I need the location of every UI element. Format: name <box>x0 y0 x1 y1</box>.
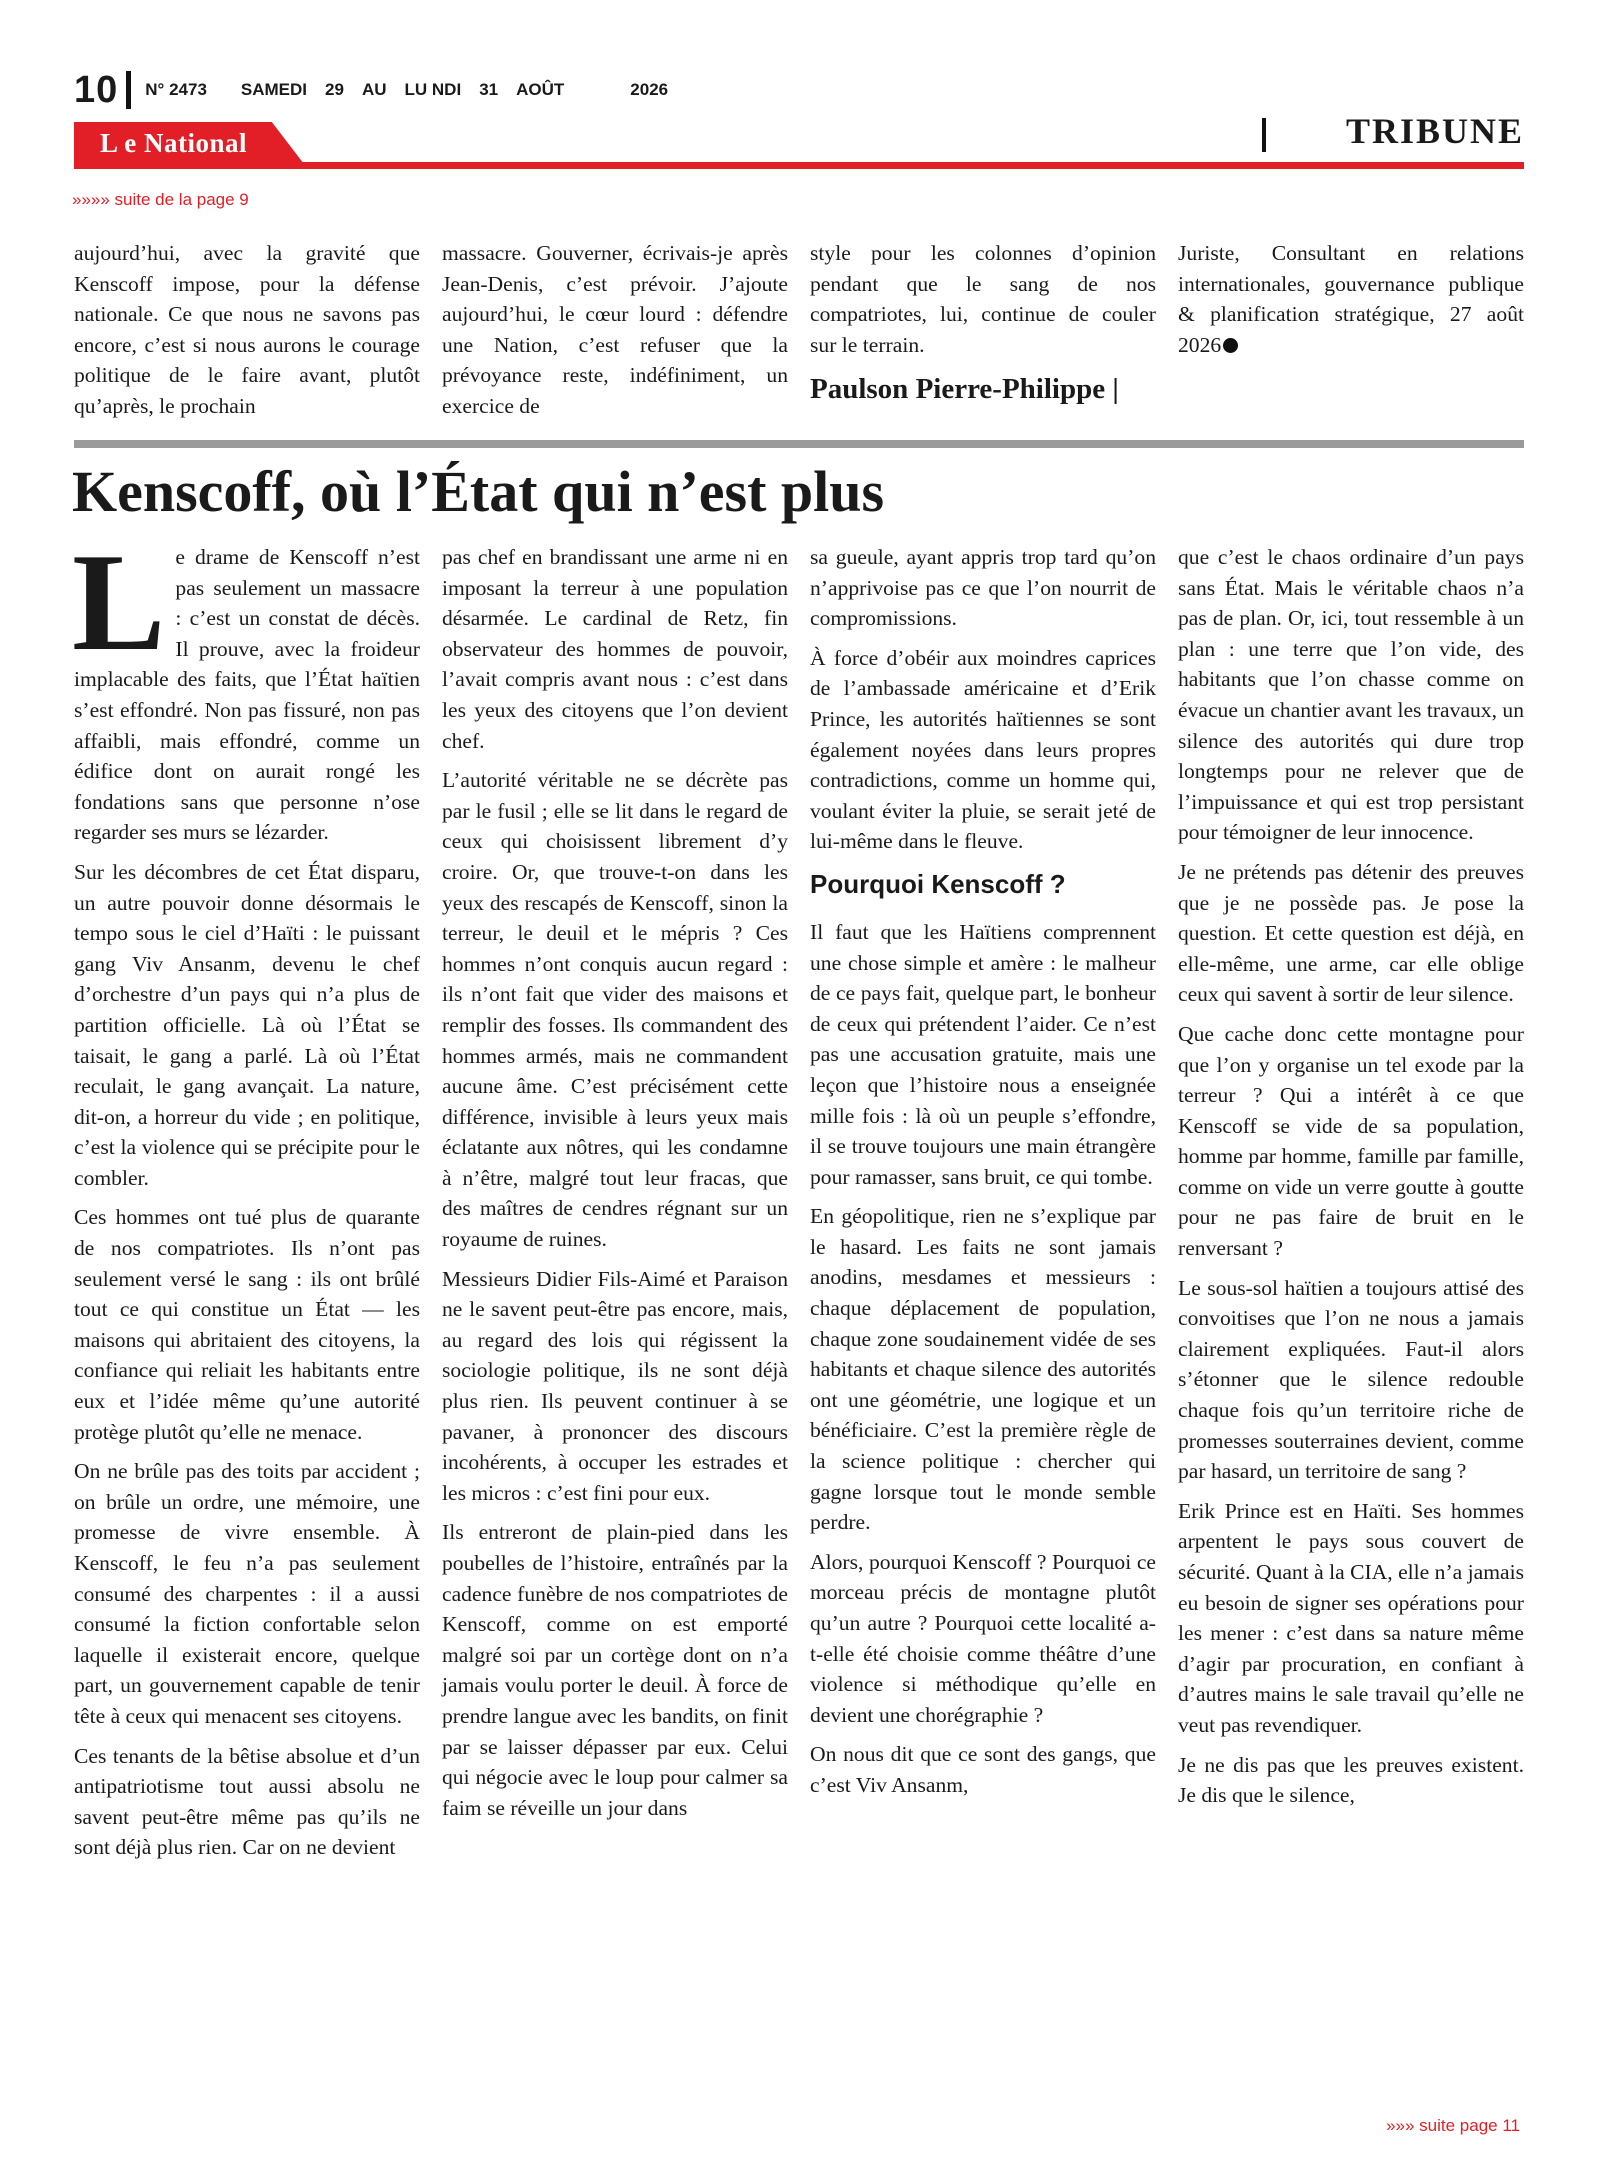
prev-article-col4 <box>1178 238 1524 369</box>
article-paragraph: Alors, pourquoi Kenscoff ? Pourquoi ce morceau précis de montagne plutôt qu’un autre ? Pourquoi cette localité a-t-elle été choisie comme théâtre d’une violence si méthodique qu’elle en devient une chorégraphie ? <box>810 1549 1156 1727</box>
section-title: TRIBUNE <box>1345 111 1524 151</box>
article-paragraph: Ils entreront de plain-pied dans les poubelles de l’histoire, entraînés par la cadence funèbre de nos compatriotes de Kenscoff, comme on est emporté malgré soi par un cortège dont on n’a jamais voulu porter le deuil. À force de prendre langue avec les bandits, on finit par se laisser dépasser par eux. Celui qui négocie avec le loup pour calmer sa faim se réveille un jour dans <box>442 1520 788 1820</box>
article-paragraph: Je ne prétends pas détenir des preuves que je ne possède pas. Je pose la question. Et cette question est déjà, en elle-même, une arme, car elle oblige ceux qui savent à sortir de leur silence. <box>1178 859 1524 1007</box>
article-paragraph: Il faut que les Haïtiens comprennent une chose simple et amère : le malheur de ce pays fait, quelque part, le bonheur de ceux qui prétendent l’aider. Ce n’est pas une accusation gratuite, mais une leçon que l’histoire nous a enseignée mille fois : là où un peuple s’effondre, il se trouve toujours une main étrangère pour ramasser, sans bruit, ce qui tombe. <box>810 919 1156 1189</box>
article-paragraph: Erik Prince est en Haïti. Ses hommes arpentent le pays sous couvert de sécurité. Quant à la CIA, elle n’a jamais eu besoin de signer ses opérations pour les mener : c’est dans sa nature même d’agir par procuration, en confiant à d’autres mains le sale travail qu’elle ne veut pas revendiquer. <box>1178 1498 1524 1737</box>
article-paragraph: Le sous-sol haïtien a toujours attisé des convoitises que l’on ne nous a jamais clairement expliquées. Faut-il alors s’étonner que le silence redouble chaque fois qu’un territoire riche de promesses souterraines devient, comme par hasard, un territoire de sang ? <box>1178 1275 1524 1484</box>
page-number: 10 <box>74 68 119 111</box>
article-paragraph: Sur les décombres de cet État disparu, un autre pouvoir donne désormais le tempo sous le ciel d’Haïti : le puissant gang Viv Ansanm, devenu le chef d’orchestre d’un pays qui n’a plus de partition officielle. Là où l’État se taisait, le gang a parlé. Là où l’État reculait, le gang avançait. La nature, dit-on, a horreur du vide ; en politique, c’est la violence qui se précipite pour le combler. <box>74 859 420 1190</box>
date-month: AOÛT <box>516 80 565 99</box>
article-col2 <box>442 542 788 1832</box>
end-mark-icon <box>1223 338 1238 353</box>
author-credentials: Juriste, Consultant en relations internationales, gouvernance publique & planification stratégique, 27 août 2026 <box>1178 241 1524 357</box>
article-paragraph: En géopolitique, rien ne s’explique par le hasard. Les faits ne sont jamais anodins, mesdames et messieurs : chaque déplacement de population, chaque zone soudainement vidée de ses habitants et chaque silence des autorités ont une géométrie, une logique et un bénéficiaire. C’est la première règle de la science politique : chercher qui gagne lorsque tout le monde semble perdre. <box>810 1204 1156 1535</box>
article-paragraph: que c’est le chaos ordinaire d’un pays sans État. Mais le véritable chaos n’a pas de plan. Or, ici, tout ressemble à un plan : une terre que l’on vide, des habitants que l’on chasse comme on évacue un chantier avant les travaux, un silence des autorités qui dure trop longtemps pour ne relever que de l’impuissance et qui est trop persistant pour témoigner de leur innocence. <box>1178 545 1524 845</box>
date-num2: 31 <box>479 80 499 99</box>
author-signature: Paulson Pierre-Philippe | <box>810 373 1119 406</box>
issue-number: N° 2473 <box>145 80 207 99</box>
article-col1 <box>72 525 420 1872</box>
article-paragraph: e drame de Kenscoff n’est pas seulement un massacre : c’est un constat de décès. Il prouve, avec la froideur implacable des faits, que l’État haïtien s’est effondré. Non pas fissuré, non pas affaibli, mais effondré, comme un édifice dont on aurait rongé les fondations sans que personne n’ose regarder ses murs se lézarder. <box>74 545 420 845</box>
article-paragraph: Ces hommes ont tué plus de quarante de nos compatriotes. Ils n’ont pas seulement versé le sang : ils ont brûlé tout ce qui constitue un État — les maisons qui abritaient des citoyens, la confiance qui reliait les habitants entre eux et l’idée même qu’une autorité protège plutôt qu’elle ne menace. <box>74 1205 420 1444</box>
article-headline: Kenscoff, où l’État qui n’est plus <box>72 459 885 524</box>
article-paragraph: On ne brûle pas des toits par accident ; on brûle un ordre, une mémoire, une promesse de vivre ensemble. À Kenscoff, le feu n’a pas seulement consumé des charpentes : il a aussi consumé la fiction confortable selon laquelle il existerait encore, quelque part, un gouvernement capable de tenir tête à ceux qui menacent ses citoyens. <box>74 1459 420 1728</box>
article-paragraph: sa gueule, ayant appris trop tard qu’on n’apprivoise pas ce que l’on nourrit de compromissions. <box>810 545 1156 631</box>
date-year: 2026 <box>630 80 669 99</box>
date-day1: SAMEDI <box>240 80 308 99</box>
article-paragraph: Ces tenants de la bêtise absolue et d’un antipatriotisme tout aussi absolu ne savent peut-être même pas qu’ils ne sont déjà plus rien. Car on ne devient <box>74 1743 420 1860</box>
brand-name: L e National <box>100 128 248 158</box>
article-paragraph: On nous dit que ce sont des gangs, que c’est Viv Ansanm, <box>810 1742 1156 1797</box>
continued-to: »»» suite page 11 <box>1386 2116 1520 2135</box>
prev-article-col2: massacre. Gouverner, écrivais-je après Jean-Denis, c’est prévoir. J’ajoute aujourd’hui, le cœur lourd : défendre une Nation, c’est refuser que la prévoyance reste, indéfiniment, un exercice de <box>442 241 788 418</box>
prev-article-col3: style pour les colonnes d’opinion pendant que le sang de nos compatriotes, lui, continue de couler sur le terrain. Paulson Pierre-Philippe | <box>810 241 1156 406</box>
prev-article-col1: aujourd’hui, avec la gravité que Kenscoff impose, pour la défense nationale. Ce que nous ne savons pas encore, c’est si nous aurons le courage politique de le faire avant, plutôt qu’après, le prochain <box>74 241 420 418</box>
date-au: AU <box>361 80 387 99</box>
drop-cap: L <box>72 525 166 680</box>
article-subheading: Pourquoi Kenscoff ? <box>810 868 1066 899</box>
article-paragraph: À force d’obéir aux moindres caprices de l’ambassade américaine et d’Erik Prince, les autorités haïtiennes se sont également noyées dans leurs propres contradictions, comme un homme qui, voulant éviter la pluie, se serait jeté de lui-même dans le fleuve. <box>810 645 1156 854</box>
article-col3 <box>810 542 1156 1810</box>
article-paragraph: Que cache donc cette montagne pour que l’on y organise un tel exode par la terreur ? Qui a intérêt à ce que Kenscoff se vide de sa population, homme par homme, famille par famille, comme on vide un verre goutte à goutte pour ne pas faire de bruit en le renversant ? <box>1178 1021 1524 1261</box>
date-day2: LU NDI <box>404 80 462 99</box>
article-paragraph: pas chef en brandissant une arme ni en imposant la terreur à une population désarmée. Le cardinal de Retz, fin observateur des hommes de pouvoir, l’avait compris avant nous : c’est dans les yeux des citoyens que l’on devient chef. <box>442 545 788 753</box>
page-header <box>74 70 668 110</box>
continued-from: »»»» suite de la page 9 <box>72 190 249 209</box>
section-divider <box>1262 118 1266 152</box>
article-separator <box>74 440 1524 448</box>
header-red-rule <box>74 162 1524 169</box>
article-paragraph: Je ne dis pas que les preuves existent. Je dis que le silence, <box>1178 1752 1524 1808</box>
article-paragraph: Messieurs Didier Fils-Aimé et Paraison ne le savent peut-être pas encore, mais, au regard des lois qui régissent la sociologie politique, ils ne sont déjà plus rien. Ils peuvent continuer à se pavaner, à prononcer des discours incohérents, à occuper les estrades et les micros : c’est fini pour eux. <box>442 1266 788 1505</box>
date-num1: 29 <box>325 80 344 99</box>
article-col4 <box>1178 542 1524 1820</box>
header-divider <box>126 71 131 109</box>
article-paragraph: L’autorité véritable ne se décrète pas par le fusil ; elle se lit dans le regard de ceux qui choisissent librement d’y croire. Or, que trouve-t-on dans les yeux des rescapés de Kenscoff, sinon la terreur, le deuil et le mépris ? Ces hommes n’ont conquis aucun regard : ils n’ont fait que vider des maisons et remplir des fosses. Ils commandent des hommes armés, mais ne commandent aucune âme. C’est précisément cette différence, invisible à leurs yeux mais éclatante aux nôtres, qui les condamne à n’être, malgré tout leur fracas, que des maîtres de cendres régnant sur un royaume de ruines. <box>442 768 788 1252</box>
